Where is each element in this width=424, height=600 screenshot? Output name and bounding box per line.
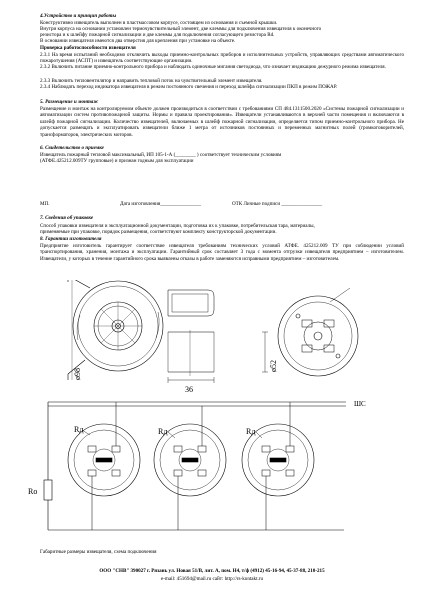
manufacture-date: Дата изготовления________________ — [120, 201, 201, 207]
label-rd-1: Rд — [74, 425, 84, 434]
label-rd-3: Rд — [246, 427, 256, 436]
detector-side-view — [168, 290, 214, 376]
section5-text: Размещение и монтаж на контролируемом объекте должен производиться в соответствии с требованиями СП 484.1311500.2020 «Системы пожарной сигнализации и автоматизации систем противопожарной защиты. Нормы и правила проектирования». Извещатели устанавливаются в верхней части помещения и включаются в шлейф пожарной сигнализации. Количество извещателей, включаемых в шлейф пожарной сигнализации, определяется типом приемно-контрольного прибора. Не допускается размещать и эксплуатировать извещатели ближе 1 метра от источников постоянных и переменных магнитных полей (громкоговорителей, трансформаторов, электрических моторов. — [40, 106, 404, 138]
paragraph-2-3-3: 2.3.3 Включить тепловентилятор и направить тепловой поток на чувствительный элемент извещателя. — [40, 78, 263, 84]
detector-top-view — [68, 280, 163, 380]
section7-heading: 7. Сведения об упаковке — [40, 215, 94, 221]
section4-heading: 4.Устройство и принцип работы — [40, 13, 117, 19]
otk-signatures: ОТК Личные подписи ________________ — [232, 201, 323, 207]
dim-diameter-98: ø98 — [73, 368, 82, 380]
label-rd-2: Rд — [158, 427, 168, 436]
detector-drawing — [0, 280, 424, 550]
section4-line: В основании извещателя имеются два отверстия для крепления при установке на объекте. — [40, 38, 236, 44]
acceptance-line2: (АТФЕ.425212.009ТУ групповые) и признан годным для эксплуатации — [40, 158, 194, 164]
detector-base-view — [278, 288, 358, 376]
section4-line: резистора и к шлейфу пожарной сигнализации и две клеммы для подключения согласующего резистора Rd. — [40, 32, 275, 38]
section8-heading: 8. Гарантии изготовителя — [40, 236, 102, 242]
stamp-label: МП. — [40, 201, 50, 207]
footer-address: ООО "СНВ" 390027 г. Рязань ул. Новая 51/В, лит. А, пом. Н4, т/ф (4912) 45-16-94, 45-37-88, 210-215 — [99, 568, 325, 574]
dim-diameter-52: ø52 — [269, 360, 278, 372]
acceptance-line1: Извещатель пожарный тепловой максимальный, ИП 105-1-А (________ ) соответствует техническим условиям — [40, 152, 282, 158]
section4-line: Внутри корпуса на основании установлен термочувствительный элемент, две клеммы для подключения извещателя к оконечного — [40, 26, 322, 32]
label-shs: ШС — [354, 400, 366, 408]
paragraph-2-3-2: 2.3.2 Включить питание приемно-контрольного прибора и наблюдать одиночные мигания светодиода, что означает индикацию дежурного режима извещателя. — [40, 64, 386, 70]
warranty-text: Предприятие изготовитель гарантирует соответствие извещателя требованиям технических условий АТФЕ. 425212.009 ТУ при соблюдении условий транспортирования, хранения, монтажа и эксплуатации. Гарантийный срок составляет 3 года с момента отгрузки извещателя предприятием – изготовителем. Извещатели, у которых в течение гарантийного срока выявлены отказы в работе заменяются исправными предприятием – изготовителем. — [40, 243, 404, 262]
footer-contacts: e-mail: 451694@mail.ru сайт: http://rs-kontakt.ru — [160, 576, 264, 582]
paragraph-2-3-1: 2.3.1 На время испытаний необходимо отключить выходы приемно-контрольных приборов и исполнительных устройств, управляющих средствами автоматического пожаротушения (АСПТ) и извещатель соответствующие организации. — [40, 52, 404, 65]
drawing-caption: Габаритные размеры извещателя, схема подключения — [40, 549, 157, 555]
dim-height-36: 36 — [185, 385, 193, 394]
section4-line: Конструктивно извещатель выполнен в пластмассовом корпусе, состоящем из основания и съемной крышки. — [40, 20, 278, 26]
section6-heading: 6. Свидетельство о приемке — [40, 145, 104, 151]
label-ro: Rо — [28, 487, 38, 496]
paragraph-2-3-4: 2.3.4 Наблюдать переход индикатора извещателя в режим постоянного свечения и переход шлейфа сигнализации ПКП в режим ПОЖАР. — [40, 84, 338, 90]
check-heading: Проверка работоспособности извещателя — [40, 45, 136, 51]
wiring-diagram — [44, 402, 346, 530]
packaging-line2: применяемые при упаковке, порядок размещения, соответствуют комплекту конструкторской документации. — [40, 229, 277, 235]
section5-heading: 5. Размещение и монтаж — [40, 99, 99, 105]
packaging-line1: Способ упаковки извещателя и эксплуатационной документации, подготовка их к упаковке, потребительская тара, материалы, — [40, 223, 315, 229]
